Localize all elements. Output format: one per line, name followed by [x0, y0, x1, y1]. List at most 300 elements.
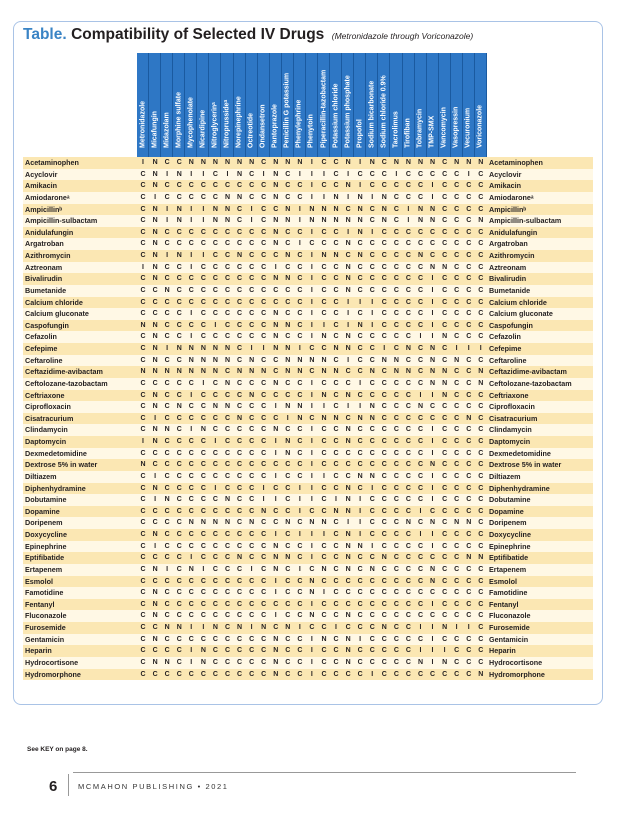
- compatibility-code: C: [321, 345, 327, 352]
- compatibility-code: C: [273, 205, 279, 213]
- compatibility-code: C: [164, 600, 170, 608]
- compatibility-code: N: [442, 624, 448, 631]
- column-header: [451, 53, 463, 157]
- row-drug-name-right: Cisatracurium: [489, 413, 538, 423]
- compatibility-code: I: [310, 449, 313, 457]
- compatibility-code: C: [249, 379, 255, 387]
- column-header-label: Propofol: [356, 119, 364, 148]
- compatibility-code: C: [273, 286, 279, 294]
- compatibility-code: C: [333, 577, 339, 585]
- compatibility-code: C: [405, 252, 411, 259]
- compatibility-code: I: [286, 414, 289, 422]
- compatibility-code: C: [478, 438, 484, 445]
- compatibility-code: N: [249, 356, 255, 364]
- column-header: [234, 53, 246, 157]
- compatibility-code: I: [310, 193, 313, 201]
- compatibility-code: C: [393, 600, 399, 608]
- compatibility-code: N: [393, 159, 399, 166]
- compatibility-code: C: [200, 286, 206, 294]
- compatibility-code: N: [273, 554, 279, 562]
- compatibility-code: N: [345, 612, 351, 620]
- compatibility-code: C: [454, 275, 460, 283]
- compatibility-code: C: [466, 356, 472, 364]
- compatibility-code: C: [285, 472, 291, 480]
- compatibility-code: C: [405, 426, 411, 434]
- compatibility-code: C: [140, 507, 146, 515]
- table-row: [23, 192, 593, 204]
- compatibility-code: N: [152, 565, 158, 573]
- compatibility-code: C: [297, 658, 303, 666]
- row-drug-name: Cefepime: [25, 344, 58, 353]
- compatibility-code: C: [176, 438, 182, 445]
- compatibility-code: C: [466, 507, 472, 515]
- compatibility-code: C: [309, 624, 315, 631]
- compatibility-code: N: [285, 356, 291, 364]
- table-row: [23, 355, 593, 367]
- compatibility-code: C: [357, 263, 363, 271]
- compatibility-code: C: [200, 461, 206, 469]
- compatibility-code: N: [381, 624, 387, 631]
- compatibility-code: N: [152, 356, 158, 364]
- compatibility-code: N: [357, 542, 363, 550]
- compatibility-code: C: [261, 438, 267, 445]
- compatibility-code: C: [297, 554, 303, 562]
- compatibility-code: N: [357, 193, 363, 201]
- compatibility-code: I: [226, 170, 229, 178]
- compatibility-code: N: [285, 368, 291, 376]
- compatibility-code: C: [140, 565, 146, 573]
- table-row: [23, 308, 593, 320]
- compatibility-code: C: [417, 519, 423, 527]
- compatibility-code: I: [419, 647, 422, 655]
- compatibility-code: C: [249, 670, 255, 678]
- compatibility-code: C: [176, 321, 182, 329]
- row-drug-name: Dexmedetomidine: [25, 448, 87, 458]
- table-row: [23, 238, 593, 250]
- table-row: [23, 169, 593, 181]
- compatibility-code: I: [431, 531, 434, 538]
- compatibility-code: C: [309, 507, 315, 515]
- compatibility-code: N: [442, 368, 448, 376]
- compatibility-code: C: [200, 193, 206, 201]
- compatibility-code: C: [466, 565, 472, 573]
- compatibility-code: C: [140, 379, 146, 387]
- compatibility-code: N: [152, 438, 158, 445]
- column-header-band: [137, 53, 487, 157]
- compatibility-code: C: [237, 275, 243, 283]
- compatibility-code: C: [176, 589, 182, 597]
- compatibility-code: C: [333, 426, 339, 434]
- compatibility-code: N: [249, 368, 255, 376]
- compatibility-code: C: [200, 391, 206, 399]
- compatibility-code: C: [224, 438, 230, 445]
- row-drug-name-right: Fentanyl: [489, 599, 519, 609]
- compatibility-code: C: [237, 461, 243, 469]
- compatibility-code: C: [285, 461, 291, 469]
- compatibility-code: C: [405, 333, 411, 341]
- compatibility-code: I: [347, 403, 350, 411]
- compatibility-code: C: [212, 531, 218, 538]
- compatibility-code: I: [359, 531, 362, 538]
- compatibility-code: C: [164, 391, 170, 399]
- row-drug-name: Ceftaroline: [25, 355, 63, 365]
- compatibility-code: C: [224, 286, 230, 294]
- row-drug-name-right: Esmolol: [489, 576, 517, 586]
- compatibility-code: C: [224, 321, 230, 329]
- compatibility-code: N: [176, 217, 182, 225]
- compatibility-code: C: [237, 240, 243, 248]
- compatibility-code: N: [466, 519, 472, 527]
- compatibility-code: C: [393, 286, 399, 294]
- compatibility-code: I: [190, 624, 193, 631]
- compatibility-code: N: [345, 658, 351, 666]
- compatibility-code: C: [212, 589, 218, 597]
- compatibility-code: C: [212, 333, 218, 341]
- row-codes: [137, 378, 487, 390]
- compatibility-code: C: [261, 414, 267, 422]
- row-drug-name-right: Diphenhydramine: [489, 483, 550, 493]
- compatibility-code: C: [164, 356, 170, 364]
- compatibility-code: N: [285, 403, 291, 411]
- compatibility-code: C: [164, 554, 170, 562]
- compatibility-code: I: [274, 496, 277, 504]
- compatibility-code: C: [188, 449, 194, 457]
- row-drug-name: Anidulafungin: [25, 227, 74, 237]
- compatibility-code: C: [466, 182, 472, 190]
- compatibility-code: C: [321, 228, 327, 236]
- compatibility-code: C: [224, 507, 230, 515]
- compatibility-code: C: [369, 426, 375, 434]
- compatibility-code: N: [152, 391, 158, 399]
- compatibility-code: N: [369, 368, 375, 376]
- compatibility-code: C: [442, 542, 448, 550]
- compatibility-code: C: [285, 531, 291, 538]
- compatibility-code: C: [321, 159, 327, 166]
- compatibility-code: C: [417, 345, 423, 352]
- row-drug-name-right: Acyclovir: [489, 169, 522, 179]
- compatibility-code: I: [154, 472, 157, 480]
- row-drug-name: Cisatracurium: [25, 413, 74, 423]
- row-drug-name-right: Epinephrine: [489, 541, 531, 551]
- compatibility-code: C: [237, 403, 243, 411]
- compatibility-code: C: [345, 379, 351, 387]
- compatibility-code: N: [321, 635, 327, 643]
- compatibility-code: C: [442, 170, 448, 178]
- compatibility-code: C: [478, 577, 484, 585]
- compatibility-code: C: [273, 600, 279, 608]
- compatibility-code: C: [321, 438, 327, 445]
- compatibility-code: C: [393, 531, 399, 538]
- compatibility-code: C: [176, 635, 182, 643]
- table-row: [23, 459, 593, 471]
- compatibility-code: C: [417, 426, 423, 434]
- compatibility-code: C: [140, 624, 146, 631]
- compatibility-code: C: [369, 263, 375, 271]
- compatibility-code: C: [369, 496, 375, 504]
- compatibility-code: C: [333, 531, 339, 538]
- compatibility-code: C: [261, 263, 267, 271]
- column-header: [475, 53, 487, 157]
- compatibility-code: I: [359, 519, 362, 527]
- compatibility-code: C: [369, 182, 375, 190]
- compatibility-code: C: [381, 333, 387, 341]
- compatibility-code: C: [405, 542, 411, 550]
- compatibility-code: C: [466, 228, 472, 236]
- compatibility-code: C: [466, 496, 472, 504]
- compatibility-code: N: [140, 321, 146, 329]
- compatibility-code: C: [237, 565, 243, 573]
- compatibility-code: C: [273, 519, 279, 527]
- compatibility-code: C: [212, 612, 218, 620]
- compatibility-code: C: [224, 461, 230, 469]
- compatibility-code: C: [249, 240, 255, 248]
- compatibility-code: C: [249, 542, 255, 550]
- compatibility-code: C: [357, 600, 363, 608]
- compatibility-code: I: [419, 624, 422, 631]
- compatibility-code: N: [212, 519, 218, 527]
- compatibility-code: C: [442, 635, 448, 643]
- compatibility-code: C: [224, 182, 230, 190]
- row-codes: [137, 645, 487, 657]
- compatibility-code: N: [345, 240, 351, 248]
- compatibility-code: C: [393, 240, 399, 248]
- table-row: [23, 494, 593, 506]
- compatibility-code: C: [454, 286, 460, 294]
- compatibility-code: C: [200, 600, 206, 608]
- compatibility-code: C: [297, 252, 303, 259]
- row-drug-name-right: Cefazolin: [489, 332, 521, 342]
- compatibility-code: N: [200, 345, 206, 352]
- compatibility-code: C: [176, 275, 182, 283]
- compatibility-code: C: [224, 554, 230, 562]
- compatibility-code: C: [237, 531, 243, 538]
- compatibility-code: C: [200, 531, 206, 538]
- compatibility-code: C: [357, 612, 363, 620]
- compatibility-code: N: [273, 321, 279, 329]
- compatibility-code: C: [478, 426, 484, 434]
- compatibility-code: C: [393, 228, 399, 236]
- compatibility-code: C: [297, 286, 303, 294]
- compatibility-code: I: [274, 531, 277, 538]
- compatibility-code: N: [345, 263, 351, 271]
- row-codes: [137, 506, 487, 518]
- compatibility-code: C: [405, 507, 411, 515]
- compatibility-code: C: [405, 275, 411, 283]
- row-codes: [137, 343, 487, 355]
- column-header-label: Phenytoin: [307, 114, 315, 148]
- row-drug-name: Fentanyl: [25, 599, 55, 609]
- compatibility-code: C: [140, 670, 146, 678]
- compatibility-code: C: [164, 612, 170, 620]
- compatibility-code: C: [381, 310, 387, 318]
- table-row: [23, 436, 593, 448]
- compatibility-code: C: [164, 298, 170, 306]
- row-drug-name-right: Cefepime: [489, 344, 522, 353]
- compatibility-code: N: [152, 182, 158, 190]
- compatibility-code: I: [431, 542, 434, 550]
- compatibility-code: I: [322, 531, 325, 538]
- compatibility-code: I: [467, 624, 470, 631]
- compatibility-code: I: [202, 252, 205, 259]
- compatibility-code: C: [140, 519, 146, 527]
- compatibility-code: C: [466, 263, 472, 271]
- compatibility-code: C: [478, 635, 484, 643]
- compatibility-code: C: [188, 461, 194, 469]
- compatibility-code: I: [190, 310, 193, 318]
- compatibility-code: N: [405, 368, 411, 376]
- compatibility-code: I: [310, 554, 313, 562]
- compatibility-code: N: [176, 205, 182, 213]
- compatibility-code: C: [478, 193, 484, 201]
- compatibility-code: C: [333, 240, 339, 248]
- compatibility-code: C: [261, 193, 267, 201]
- compatibility-code: N: [430, 205, 436, 213]
- column-header-label: Pantoprazole: [271, 104, 279, 148]
- compatibility-code: N: [212, 345, 218, 352]
- compatibility-code: C: [381, 531, 387, 538]
- compatibility-code: C: [200, 472, 206, 480]
- row-drug-name-right: Fluconazole: [489, 611, 531, 621]
- compatibility-code: C: [140, 217, 146, 225]
- compatibility-code: N: [369, 414, 375, 422]
- compatibility-code: C: [405, 461, 411, 469]
- compatibility-code: I: [347, 170, 350, 178]
- compatibility-code: N: [345, 438, 351, 445]
- compatibility-code: C: [164, 461, 170, 469]
- compatibility-code: C: [200, 484, 206, 492]
- compatibility-code: I: [431, 286, 434, 294]
- compatibility-code: C: [273, 298, 279, 306]
- row-drug-name-right: Ampicillinᵇ: [489, 204, 527, 214]
- column-header: [318, 53, 330, 157]
- compatibility-code: N: [152, 345, 158, 352]
- compatibility-code: C: [381, 321, 387, 329]
- compatibility-code: C: [393, 658, 399, 666]
- compatibility-code: C: [393, 635, 399, 643]
- row-drug-name: Caspofungin: [25, 320, 69, 330]
- compatibility-code: C: [176, 670, 182, 678]
- compatibility-code: N: [345, 159, 351, 166]
- compatibility-code: C: [478, 496, 484, 504]
- compatibility-code: I: [479, 345, 482, 352]
- compatibility-code: C: [405, 228, 411, 236]
- compatibility-code: N: [357, 228, 363, 236]
- compatibility-code: C: [249, 635, 255, 643]
- compatibility-code: C: [176, 228, 182, 236]
- compatibility-code: C: [466, 438, 472, 445]
- compatibility-code: C: [224, 565, 230, 573]
- compatibility-code: I: [310, 635, 313, 643]
- row-drug-name: Hydromorphone: [25, 669, 81, 679]
- compatibility-code: C: [345, 577, 351, 585]
- compatibility-code: C: [442, 182, 448, 190]
- compatibility-code: C: [273, 391, 279, 399]
- compatibility-code: C: [261, 391, 267, 399]
- compatibility-code: C: [261, 252, 267, 259]
- row-drug-name: Diphenhydramine: [25, 483, 86, 493]
- table-row: [23, 564, 593, 576]
- compatibility-code: N: [212, 205, 218, 213]
- compatibility-code: C: [417, 193, 423, 201]
- compatibility-code: C: [466, 612, 472, 620]
- compatibility-code: C: [405, 577, 411, 585]
- compatibility-code: C: [212, 228, 218, 236]
- compatibility-code: C: [430, 554, 436, 562]
- compatibility-code: C: [297, 379, 303, 387]
- compatibility-code: N: [224, 356, 230, 364]
- compatibility-code: N: [369, 472, 375, 480]
- column-header: [330, 53, 342, 157]
- compatibility-code: N: [273, 182, 279, 190]
- compatibility-code: C: [442, 612, 448, 620]
- table-row: [23, 669, 593, 681]
- table-row: [23, 320, 593, 332]
- compatibility-code: C: [417, 565, 423, 573]
- row-drug-name: Calcium gluconate: [25, 309, 89, 319]
- compatibility-code: C: [454, 403, 460, 411]
- compatibility-code: N: [273, 658, 279, 666]
- row-drug-name: Fluconazole: [25, 611, 67, 621]
- table-row: [23, 215, 593, 227]
- compatibility-code: N: [285, 217, 291, 225]
- compatibility-code: C: [237, 647, 243, 655]
- row-codes: [137, 622, 487, 634]
- compatibility-code: I: [274, 263, 277, 271]
- compatibility-code: C: [345, 414, 351, 422]
- compatibility-code: N: [164, 658, 170, 666]
- compatibility-code: C: [140, 554, 146, 562]
- compatibility-code: N: [345, 333, 351, 341]
- row-drug-name: Furosemide: [25, 623, 66, 632]
- compatibility-code: C: [321, 542, 327, 550]
- compatibility-code: C: [249, 658, 255, 666]
- compatibility-code: C: [405, 612, 411, 620]
- compatibility-code: C: [381, 414, 387, 422]
- compatibility-code: C: [381, 647, 387, 655]
- compatibility-code: C: [212, 670, 218, 678]
- compatibility-code: N: [478, 379, 484, 387]
- compatibility-code: C: [466, 252, 472, 259]
- compatibility-code: C: [285, 612, 291, 620]
- compatibility-code: C: [405, 647, 411, 655]
- compatibility-code: N: [285, 438, 291, 445]
- compatibility-code: I: [431, 182, 434, 190]
- compatibility-code: C: [381, 542, 387, 550]
- compatibility-code: C: [454, 565, 460, 573]
- compatibility-code: C: [200, 333, 206, 341]
- row-drug-name: Acetaminophen: [25, 158, 79, 167]
- compatibility-code: C: [297, 193, 303, 201]
- compatibility-code: C: [381, 496, 387, 504]
- compatibility-code: N: [237, 554, 243, 562]
- compatibility-code: I: [322, 193, 325, 201]
- row-codes: [137, 204, 487, 216]
- compatibility-code: C: [381, 484, 387, 492]
- compatibility-code: I: [431, 310, 434, 318]
- row-drug-name-right: Ceftolozane-tazobactam: [489, 378, 572, 388]
- compatibility-code: C: [224, 228, 230, 236]
- compatibility-code: C: [297, 670, 303, 678]
- compatibility-code: N: [152, 321, 158, 329]
- compatibility-code: C: [285, 496, 291, 504]
- compatibility-code: C: [176, 379, 182, 387]
- compatibility-code: C: [333, 228, 339, 236]
- compatibility-code: I: [250, 205, 253, 213]
- compatibility-code: C: [285, 600, 291, 608]
- compatibility-code: C: [417, 275, 423, 283]
- compatibility-code: N: [417, 403, 423, 411]
- compatibility-code: C: [345, 624, 351, 631]
